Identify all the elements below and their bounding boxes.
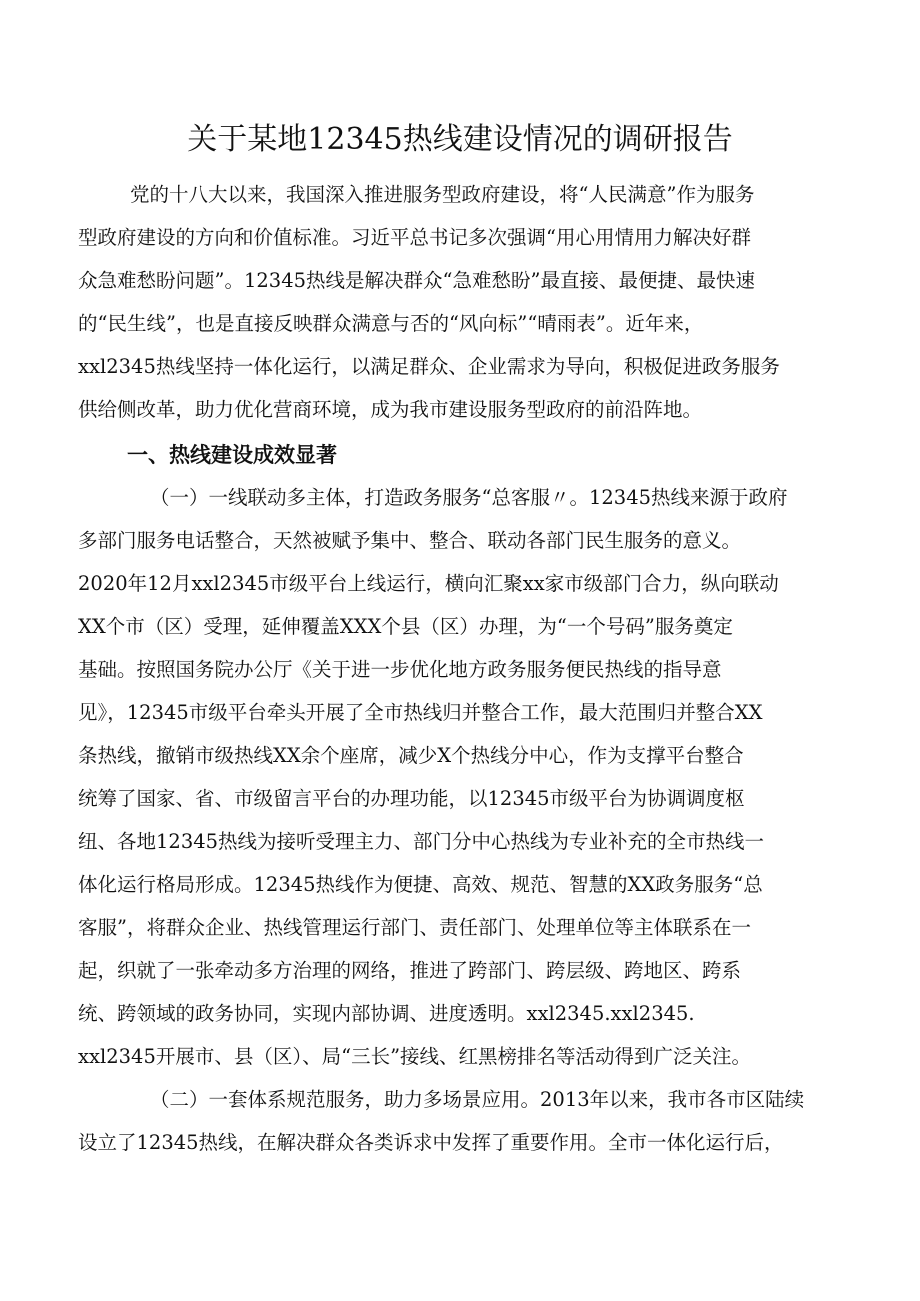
section1-line-4: XX个市（区）受理，延伸覆盖XXX个县（区）办理，为“一个号码”服务奠定 xyxy=(78,615,733,638)
section1-line-6: 见》，12345市级平台牵头开展了全市热线归并整合工作，最大范围归并整合XX xyxy=(78,701,763,724)
section1-line-3: 2020年12月xxl2345市级平台上线运行，横向汇聚xx家市级部门合力，纵向联动 xyxy=(78,572,779,595)
section1-line-14: xxl2345开展市、县（区）、局“三长”接线、红黑榜排名等活动得到广泛关注。 xyxy=(78,1045,752,1068)
section1-line-1: （一）一线联动多主体，打造政务服务“总客服〃。12345热线来源于政府 xyxy=(150,486,788,509)
intro-line-3: 众急难愁盼问题”。12345热线是解决群众“急难愁盼”最直接、最便捷、最快速 xyxy=(78,269,755,292)
section1-line-10: 体化运行格局形成。12345热线作为便捷、高效、规范、智慧的XX政务服务“总 xyxy=(78,873,763,896)
section-heading: 一、热线建设成效显著 xyxy=(127,443,337,467)
section1-line-9: 纽、各地12345热线为接听受理主力、部门分中心热线为专业补充的全市热线一 xyxy=(78,830,765,853)
intro-line-6: 供给侧改革，助力优化营商环境，成为我市建设服务型政府的前沿阵地。 xyxy=(78,398,703,421)
section1-line-8: 统筹了国家、省、市级留言平台的办理功能，以12345市级平台为协调调度枢 xyxy=(78,787,745,810)
intro-line-4: 的“民生线”，也是直接反映群众满意与否的“风向标”“晴雨表”。近年来， xyxy=(78,312,704,335)
section1-line-7: 条热线，撤销市级热线XX余个座席，减少X个热线分中心，作为支撑平台整合 xyxy=(78,744,744,767)
intro-line-5: xxl2345热线坚持一体化运行，以满足群众、企业需求为导向，积极促进政务服务 xyxy=(78,355,780,378)
intro-line-2: 型政府建设的方向和价值标准。习近平总书记多次强调“用心用情用力解决好群 xyxy=(78,226,751,249)
section1-line-12: 起，织就了一张牵动多方治理的网络，推进了跨部门、跨层级、跨地区、跨系 xyxy=(78,959,742,982)
section1-line-11: 客服”，将群众企业、热线管理运行部门、责任部门、处理单位等主体联系在一 xyxy=(78,916,751,939)
section2-line-2: 设立了12345热线，在解决群众各类诉求中发挥了重要作用。全市一体化运行后， xyxy=(78,1131,784,1154)
document-title: 关于某地12345热线建设情况的调研报告 xyxy=(187,122,733,157)
section1-line-5: 基础。按照国务院办公厅《关于进一步优化地方政务服务便民热线的指导意 xyxy=(78,658,722,681)
section2-line-1: （二）一套体系规范服务，助力多场景应用。2013年以来，我市各市区陆续 xyxy=(150,1088,805,1111)
section1-line-13: 统、跨领域的政务协同，实现内部协调、进度透明。xxl2345.xxl2345. xyxy=(78,1002,695,1025)
intro-line-1: 党的十八大以来，我国深入推进服务型政府建设，将“人民满意”作为服务 xyxy=(130,183,755,206)
section1-line-2: 多部门服务电话整合，天然被赋予集中、整合、联动各部门民生服务的意义。 xyxy=(78,529,742,552)
